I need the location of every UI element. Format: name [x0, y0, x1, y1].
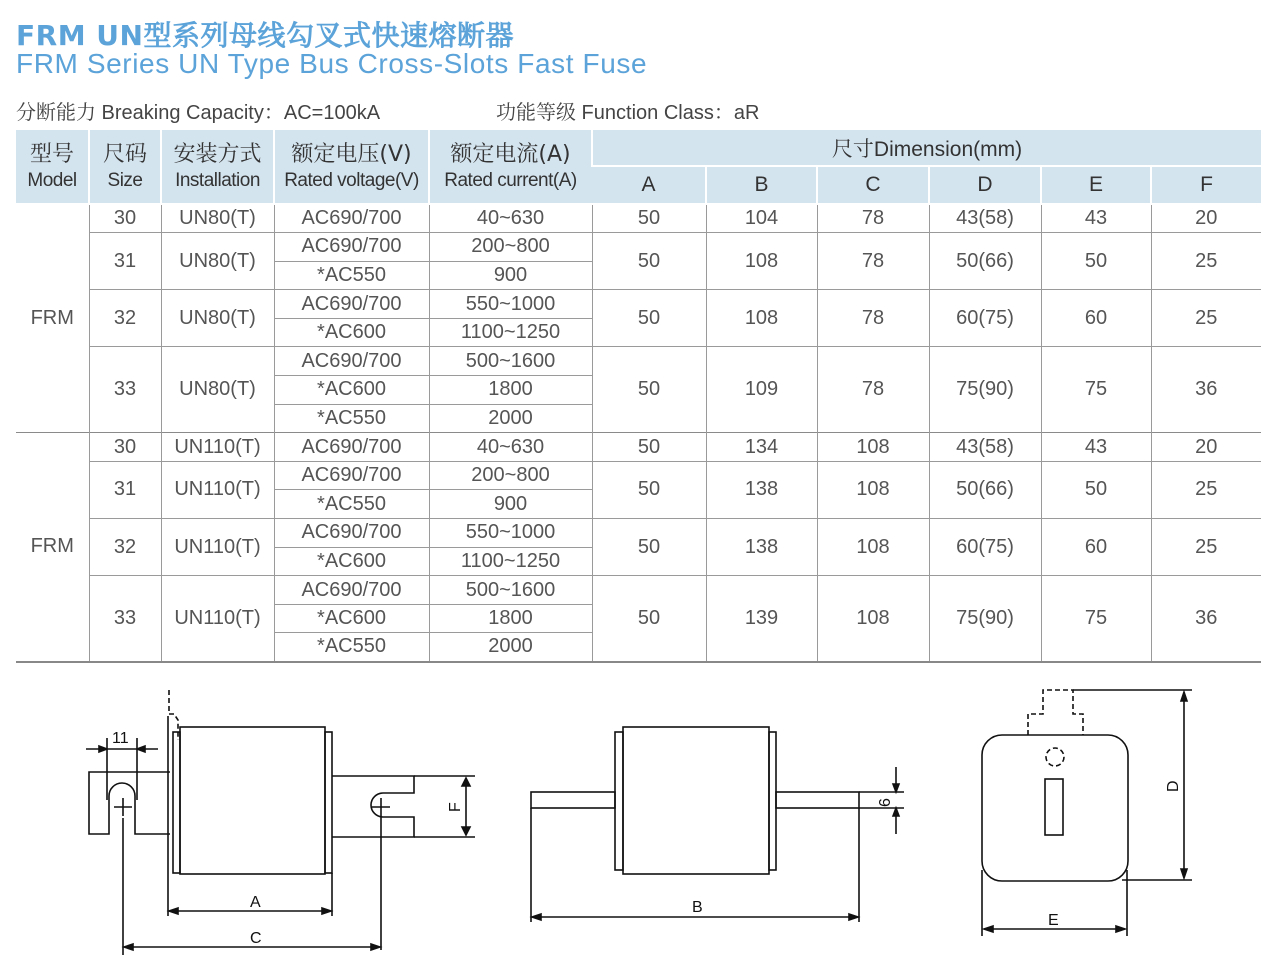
cell-dim-b: 104 [706, 204, 817, 233]
cell-dim-d: 50(66) [929, 461, 1041, 518]
top-view-diagram [531, 727, 904, 922]
cell-dim-c: 78 [817, 204, 929, 233]
cell-current: 40~630 [429, 433, 592, 462]
cell-dim-b: 138 [706, 461, 817, 518]
cell-dim-f: 25 [1151, 461, 1261, 518]
dim-label-a: A [250, 894, 261, 911]
cell-voltage: *AC600 [274, 376, 429, 405]
cell-dim-a: 50 [592, 433, 706, 462]
cell-current: 550~1000 [429, 519, 592, 548]
header-dimension: 尺寸Dimension(mm) [592, 130, 1261, 166]
cell-dim-c: 108 [817, 461, 929, 518]
dim-label-6: 6 [877, 798, 894, 807]
cell-size: 32 [89, 519, 161, 576]
cell-voltage: AC690/700 [274, 461, 429, 490]
cell-dim-e: 75 [1041, 576, 1151, 662]
cell-dim-b: 134 [706, 433, 817, 462]
cell-current: 200~800 [429, 461, 592, 490]
cell-dim-b: 109 [706, 347, 817, 433]
cell-voltage: AC690/700 [274, 347, 429, 376]
cell-dim-e: 75 [1041, 347, 1151, 433]
cell-dim-e: 43 [1041, 433, 1151, 462]
cell-installation: UN110(T) [161, 433, 274, 462]
cell-dim-d: 60(75) [929, 290, 1041, 347]
cell-dim-a: 50 [592, 290, 706, 347]
cell-dim-e: 43 [1041, 204, 1151, 233]
cell-dim-c: 78 [817, 347, 929, 433]
cell-dim-b: 108 [706, 233, 817, 290]
cell-dim-f: 20 [1151, 433, 1261, 462]
cell-dim-c: 78 [817, 290, 929, 347]
cell-dim-a: 50 [592, 576, 706, 662]
cell-dim-f: 36 [1151, 576, 1261, 662]
cell-dim-b: 138 [706, 519, 817, 576]
cell-installation: UN80(T) [161, 204, 274, 233]
cell-current: 1100~1250 [429, 318, 592, 347]
cell-size: 32 [89, 290, 161, 347]
cell-installation: UN80(T) [161, 347, 274, 433]
cell-dim-e: 50 [1041, 461, 1151, 518]
cell-installation: UN110(T) [161, 461, 274, 518]
cell-model: FRM [16, 433, 89, 662]
cell-dim-b: 139 [706, 576, 817, 662]
cell-dim-f: 25 [1151, 233, 1261, 290]
cell-current: 500~1600 [429, 347, 592, 376]
cell-voltage: *AC550 [274, 490, 429, 519]
cell-voltage: *AC550 [274, 261, 429, 290]
cell-voltage: AC690/700 [274, 519, 429, 548]
cell-size: 33 [89, 576, 161, 662]
cell-dim-d: 43(58) [929, 204, 1041, 233]
cell-voltage: *AC550 [274, 633, 429, 662]
cell-current: 2000 [429, 633, 592, 662]
cell-dim-d: 60(75) [929, 519, 1041, 576]
cell-voltage: AC690/700 [274, 433, 429, 462]
title-english: FRM Series UN Type Bus Cross-Slots Fast Fuse [16, 48, 648, 79]
cell-size: 33 [89, 347, 161, 433]
cell-dim-d: 50(66) [929, 233, 1041, 290]
cell-model: FRM [30, 307, 74, 330]
cell-dim-c: 78 [817, 233, 929, 290]
cell-voltage: AC690/700 [274, 233, 429, 262]
cell-dim-b: 108 [706, 290, 817, 347]
cell-current: 900 [429, 261, 592, 290]
dim-label-c: C [250, 930, 262, 947]
dim-label-11: 11 [112, 730, 129, 747]
cell-dim-c: 108 [817, 433, 929, 462]
cell-current: 1100~1250 [429, 547, 592, 576]
header-current: 额定电流(A) Rated current(A) [429, 130, 592, 204]
cell-dim-e: 50 [1041, 233, 1151, 290]
cell-voltage: *AC600 [274, 318, 429, 347]
dim-label-b: B [692, 899, 703, 916]
dim-label-f: F [447, 802, 464, 812]
end-view-diagram [982, 690, 1192, 936]
cell-size: 30 [89, 433, 161, 462]
cell-dim-f: 25 [1151, 290, 1261, 347]
cell-current: 1800 [429, 604, 592, 633]
cell-dim-e: 60 [1041, 290, 1151, 347]
cell-dim-a: 50 [592, 347, 706, 433]
cell-voltage: *AC600 [274, 547, 429, 576]
cell-dim-f: 20 [1151, 204, 1261, 233]
cell-dim-a: 50 [592, 233, 706, 290]
cell-current: 1800 [429, 376, 592, 405]
cell-current: 200~800 [429, 233, 592, 262]
dim-label-e: E [1048, 912, 1059, 929]
cell-current: 900 [429, 490, 592, 519]
cell-voltage: *AC600 [274, 604, 429, 633]
cell-current: 500~1600 [429, 576, 592, 605]
cell-dim-f: 25 [1151, 519, 1261, 576]
header-voltage: 额定电压(V) Rated voltage(V) [274, 130, 429, 204]
breaking-capacity: 分断能力 Breaking Capacity：AC=100kA [16, 102, 381, 124]
dim-label-d: D [1165, 780, 1182, 792]
header-size: 尺码 Size [89, 130, 161, 204]
header-dim-d: D [929, 166, 1041, 204]
header-dim-f: F [1151, 166, 1261, 204]
cell-dim-d: 75(90) [929, 576, 1041, 662]
cell-installation: UN80(T) [161, 290, 274, 347]
cell-size: 31 [89, 461, 161, 518]
cell-current: 550~1000 [429, 290, 592, 319]
cell-dim-d: 43(58) [929, 433, 1041, 462]
header-dim-b: B [706, 166, 817, 204]
cell-current: 2000 [429, 404, 592, 433]
function-class: 功能等级 Function Class：aR [496, 102, 760, 124]
cell-dim-a: 50 [592, 461, 706, 518]
header-dim-e: E [1041, 166, 1151, 204]
title-chinese: FRM UN型系列母线勾叉式快速熔断器 [16, 19, 514, 52]
cell-dim-c: 108 [817, 576, 929, 662]
cell-voltage: *AC550 [274, 404, 429, 433]
cell-installation: UN110(T) [161, 519, 274, 576]
cell-voltage: AC690/700 [274, 204, 429, 233]
cell-voltage: AC690/700 [274, 576, 429, 605]
header-dim-a: A [592, 166, 706, 204]
cell-current: 40~630 [429, 204, 592, 233]
header-dim-c: C [817, 166, 929, 204]
cell-size: 30 [89, 204, 161, 233]
cell-dim-c: 108 [817, 519, 929, 576]
header-installation: 安装方式 Installation [161, 130, 274, 204]
cell-size: 31 [89, 233, 161, 290]
cell-dim-d: 75(90) [929, 347, 1041, 433]
cell-voltage: AC690/700 [274, 290, 429, 319]
cell-dim-a: 50 [592, 204, 706, 233]
header-model: 型号 Model [16, 130, 89, 204]
cell-dim-f: 36 [1151, 347, 1261, 433]
cell-dim-a: 50 [592, 519, 706, 576]
cell-installation: UN80(T) [161, 233, 274, 290]
cell-dim-e: 60 [1041, 519, 1151, 576]
cell-installation: UN110(T) [161, 576, 274, 662]
